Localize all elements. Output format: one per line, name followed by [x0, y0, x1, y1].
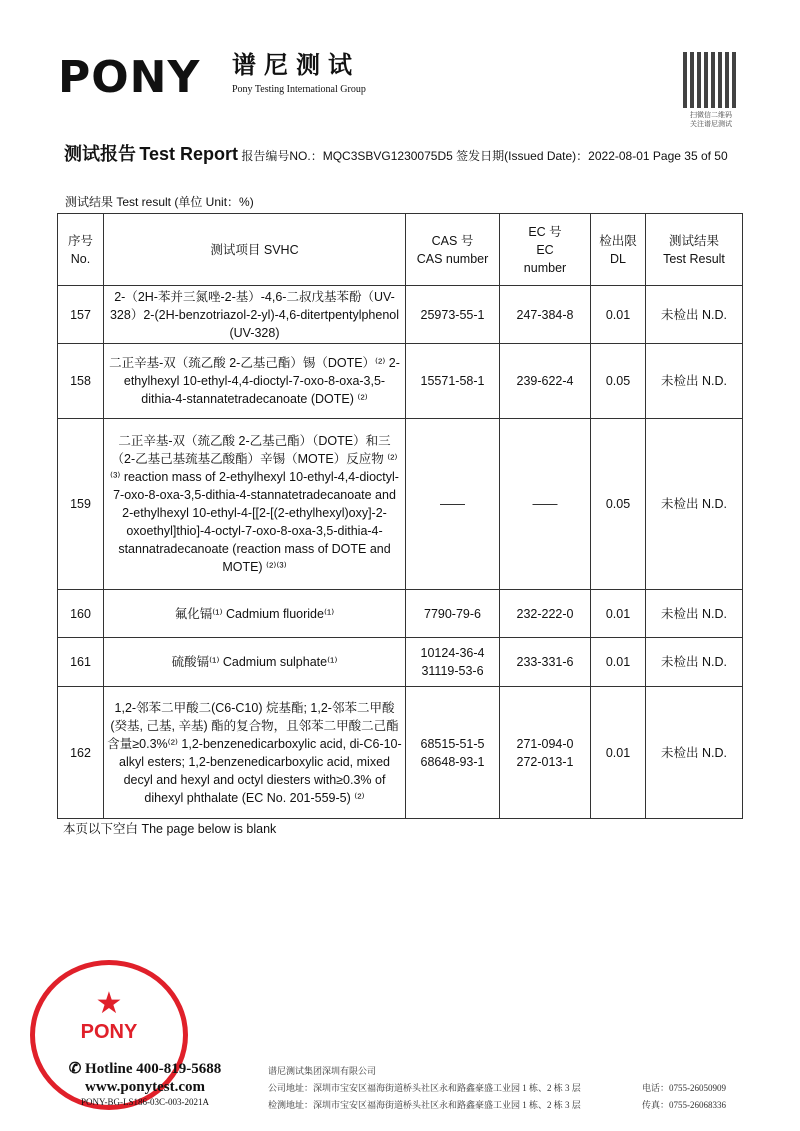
- cell-no: 157: [58, 286, 104, 344]
- cell-item: 氟化镉⁽¹⁾ Cadmium fluoride⁽¹⁾: [104, 590, 406, 638]
- cell-result: 未检出 N.D.: [646, 687, 743, 819]
- footer-addresses: [268, 1063, 581, 1114]
- company-address: 公司地址：深圳市宝安区福海街道桥头社区永和路鑫豪盛工业园 1 栋、2 栋 3 层: [268, 1083, 581, 1093]
- cell-no: 158: [58, 344, 104, 419]
- qr-code-icon: [683, 52, 739, 108]
- table-row: [58, 687, 743, 819]
- cell-ec: 239-622-4: [500, 344, 591, 419]
- table-row: [58, 638, 743, 687]
- cell-ec: 232-222-0: [500, 590, 591, 638]
- cell-result: 未检出 N.D.: [646, 419, 743, 590]
- cell-result: 未检出 N.D.: [646, 286, 743, 344]
- results-table: [57, 213, 743, 819]
- cell-no: 161: [58, 638, 104, 687]
- table-header-row: [58, 214, 743, 286]
- table-row: [58, 344, 743, 419]
- table-row: [58, 419, 743, 590]
- header-result: 测试结果 Test Result: [646, 214, 743, 286]
- website-link[interactable]: www.ponytest.com: [85, 1079, 205, 1095]
- cell-ec: 271-094-0 272-013-1: [500, 687, 591, 819]
- report-number: 报告编号NO.：MQC3SBVG1230075D5: [241, 149, 453, 163]
- cell-result: 未检出 N.D.: [646, 344, 743, 419]
- section-subtitle: 测试结果 Test result (单位 Unit：%): [65, 195, 254, 209]
- issued-date: 签发日期(Issued Date)：2022-08-01: [456, 149, 650, 163]
- cell-cas: 68515-51-5 68648-93-1: [406, 687, 500, 819]
- hotline: ✆ Hotline 400-819-5688: [68, 1061, 222, 1077]
- table-row: [58, 590, 743, 638]
- cell-result: 未检出 N.D.: [646, 638, 743, 687]
- lab-address: 检测地址：深圳市宝安区福海街道桥头社区永和路鑫豪盛工业园 1 栋、2 栋 3 层: [268, 1100, 581, 1110]
- cell-item: 二正辛基-双（巯乙酸 2-乙基己酯）（DOTE）和三（2-乙基己基巯基乙酸酯）辛锡（MOTE）反应物 ⁽²⁾⁽³⁾ reaction mass of 2-ethylhexyl 10-ethyl-4,4-dioctyl-7-oxo-8-oxa-3,5-dithia-4-stannatetradecanoate and 2-ethylhexyl 10-ethyl-4-[[2-[(2-ethylhexyl)oxy]-2-oxoethyl]thio]-4-octyl-7-oxo-8-oxa-3,5-dithia-4-stannatradecanoate (reaction mass of DOTE and MOTE) ⁽²⁾⁽³⁾: [104, 419, 406, 590]
- footer-contact: [60, 1060, 230, 1108]
- cell-ec: 233-331-6: [500, 638, 591, 687]
- cell-dl: 0.01: [591, 687, 646, 819]
- cell-dl: 0.01: [591, 590, 646, 638]
- cell-item: 2-（2H-苯并三氮唑-2-基）-4,6-二叔戊基苯酚（UV-328）2-(2H-benzotriazol-2-yl)-4,6-ditertpentylphenol (UV-328): [104, 286, 406, 344]
- header-dl: 检出限 DL: [591, 214, 646, 286]
- seal-pony: PONY: [80, 1021, 138, 1043]
- fax: 传真：0755-26068336: [642, 1100, 726, 1110]
- cell-dl: 0.01: [591, 638, 646, 687]
- header-cas: CAS 号 CAS number: [406, 214, 500, 286]
- cell-dl: 0.05: [591, 344, 646, 419]
- phone: 电话：0755-26050909: [642, 1083, 726, 1093]
- page-number: Page 35 of 50: [652, 149, 728, 163]
- cell-dl: 0.01: [591, 286, 646, 344]
- qr-caption: [676, 111, 746, 129]
- header-item: 测试项目 SVHC: [104, 214, 406, 286]
- cell-ec: 247-384-8: [500, 286, 591, 344]
- header-no: 序号 No.: [58, 214, 104, 286]
- table-row: [58, 286, 743, 344]
- pony-logo: [58, 52, 398, 108]
- title-en: Test Report: [139, 144, 239, 164]
- cell-cas: 10124-36-4 31119-53-6: [406, 638, 500, 687]
- cell-cas: 15571-58-1: [406, 344, 500, 419]
- report-title: [64, 143, 728, 167]
- document-code: PONY-BG-LS186-03C-003-2021A: [81, 1097, 209, 1107]
- cell-item: 硫酸镉⁽¹⁾ Cadmium sulphate⁽¹⁾: [104, 638, 406, 687]
- footer-phone-fax: [642, 1080, 726, 1114]
- cell-no: 159: [58, 419, 104, 590]
- results-section: [57, 213, 743, 837]
- title-cn: 测试报告: [64, 144, 136, 164]
- cell-no: 160: [58, 590, 104, 638]
- blank-page-note: 本页以下空白 The page below is blank: [63, 822, 277, 836]
- logo-en: Pony Testing International Group: [232, 84, 366, 95]
- cell-item: 1,2-邻苯二甲酸二(C6-C10) 烷基酯; 1,2-邻苯二甲酸(癸基, 己基, 辛基) 酯的复合物，且邻苯二甲酸二己酯含量≥0.3%⁽²⁾ 1,2-benzenedicarboxylic acid, di-C6-10-alkyl esters; 1,2-benzenedicarboxylic acid, mixed decyl and hexyl and octyl diesters with≥0.3% of dihexyl phthalate (EC No. 201-559-5) ⁽²⁾: [104, 687, 406, 819]
- cell-result: 未检出 N.D.: [646, 590, 743, 638]
- cell-dl: 0.05: [591, 419, 646, 590]
- logo-word: PONY: [58, 52, 201, 103]
- star-icon: ★: [95, 987, 123, 1020]
- cell-cas: ——: [406, 419, 500, 590]
- company-name: 谱尼测试集团深圳有限公司: [268, 1066, 377, 1076]
- qr-caption-1: 扫微信二维码: [690, 112, 732, 119]
- logo-cn: 谱尼测试: [232, 52, 360, 79]
- header-ec: EC 号 EC number: [500, 214, 591, 286]
- cell-cas: 25973-55-1: [406, 286, 500, 344]
- cell-ec: ——: [500, 419, 591, 590]
- cell-no: 162: [58, 687, 104, 819]
- qr-caption-2: 关注谱尼测试: [690, 121, 732, 128]
- cell-cas: 7790-79-6: [406, 590, 500, 638]
- cell-item: 二正辛基-双（巯乙酸 2-乙基己酯）锡（DOTE）⁽²⁾ 2-ethylhexyl 10-ethyl-4,4-dioctyl-7-oxo-8-oxa-3,5-dithia-4-stannatetradecanoate (DOTE) ⁽²⁾: [104, 344, 406, 419]
